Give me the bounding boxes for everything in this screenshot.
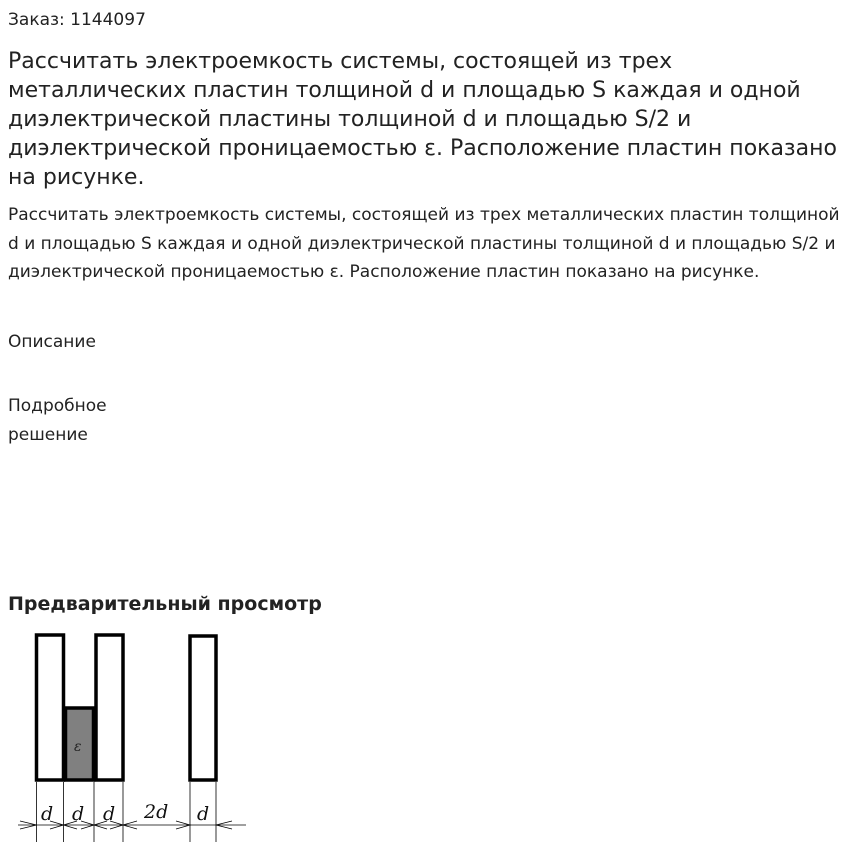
dielectric-symbol: ε: [74, 739, 82, 755]
description-label: Описание: [8, 332, 96, 352]
dim-label-4: 2d: [144, 801, 169, 823]
preview-heading: Предварительный просмотр: [8, 593, 322, 615]
dim-label-2: d: [72, 803, 85, 825]
metal-plate-2: [96, 635, 123, 780]
preview-figure: [0, 620, 260, 860]
task-title: Рассчитать электроемкость системы, состоящей из трех металлических пластин толщиной d и площадью S каждая и одной диэлектрической пластины толщиной d и площадью S/2 и диэлектрической проницаемостью ε. Расположение пластин показано на рисунке.: [8, 49, 837, 190]
task-description: Рассчитать электроемкость системы, состоящей из трех металлических пластин толщиной d и площадью S каждая и одной диэлектрической пластины толщиной d и площадью S/2 и диэлектрической проницаемостью ε. Расположение пластин показано на рисунке.: [8, 205, 840, 282]
detailed-solution-label: Подробное решение: [8, 396, 107, 445]
dim-label-1: d: [41, 803, 54, 825]
dim-label-5: d: [197, 803, 210, 825]
dim-label-3: d: [103, 803, 116, 825]
metal-plate-1: [37, 635, 64, 780]
order-number: Заказ: 1144097: [8, 10, 146, 30]
dimension-extension-lines: [37, 782, 217, 842]
metal-plate-3: [190, 636, 216, 780]
